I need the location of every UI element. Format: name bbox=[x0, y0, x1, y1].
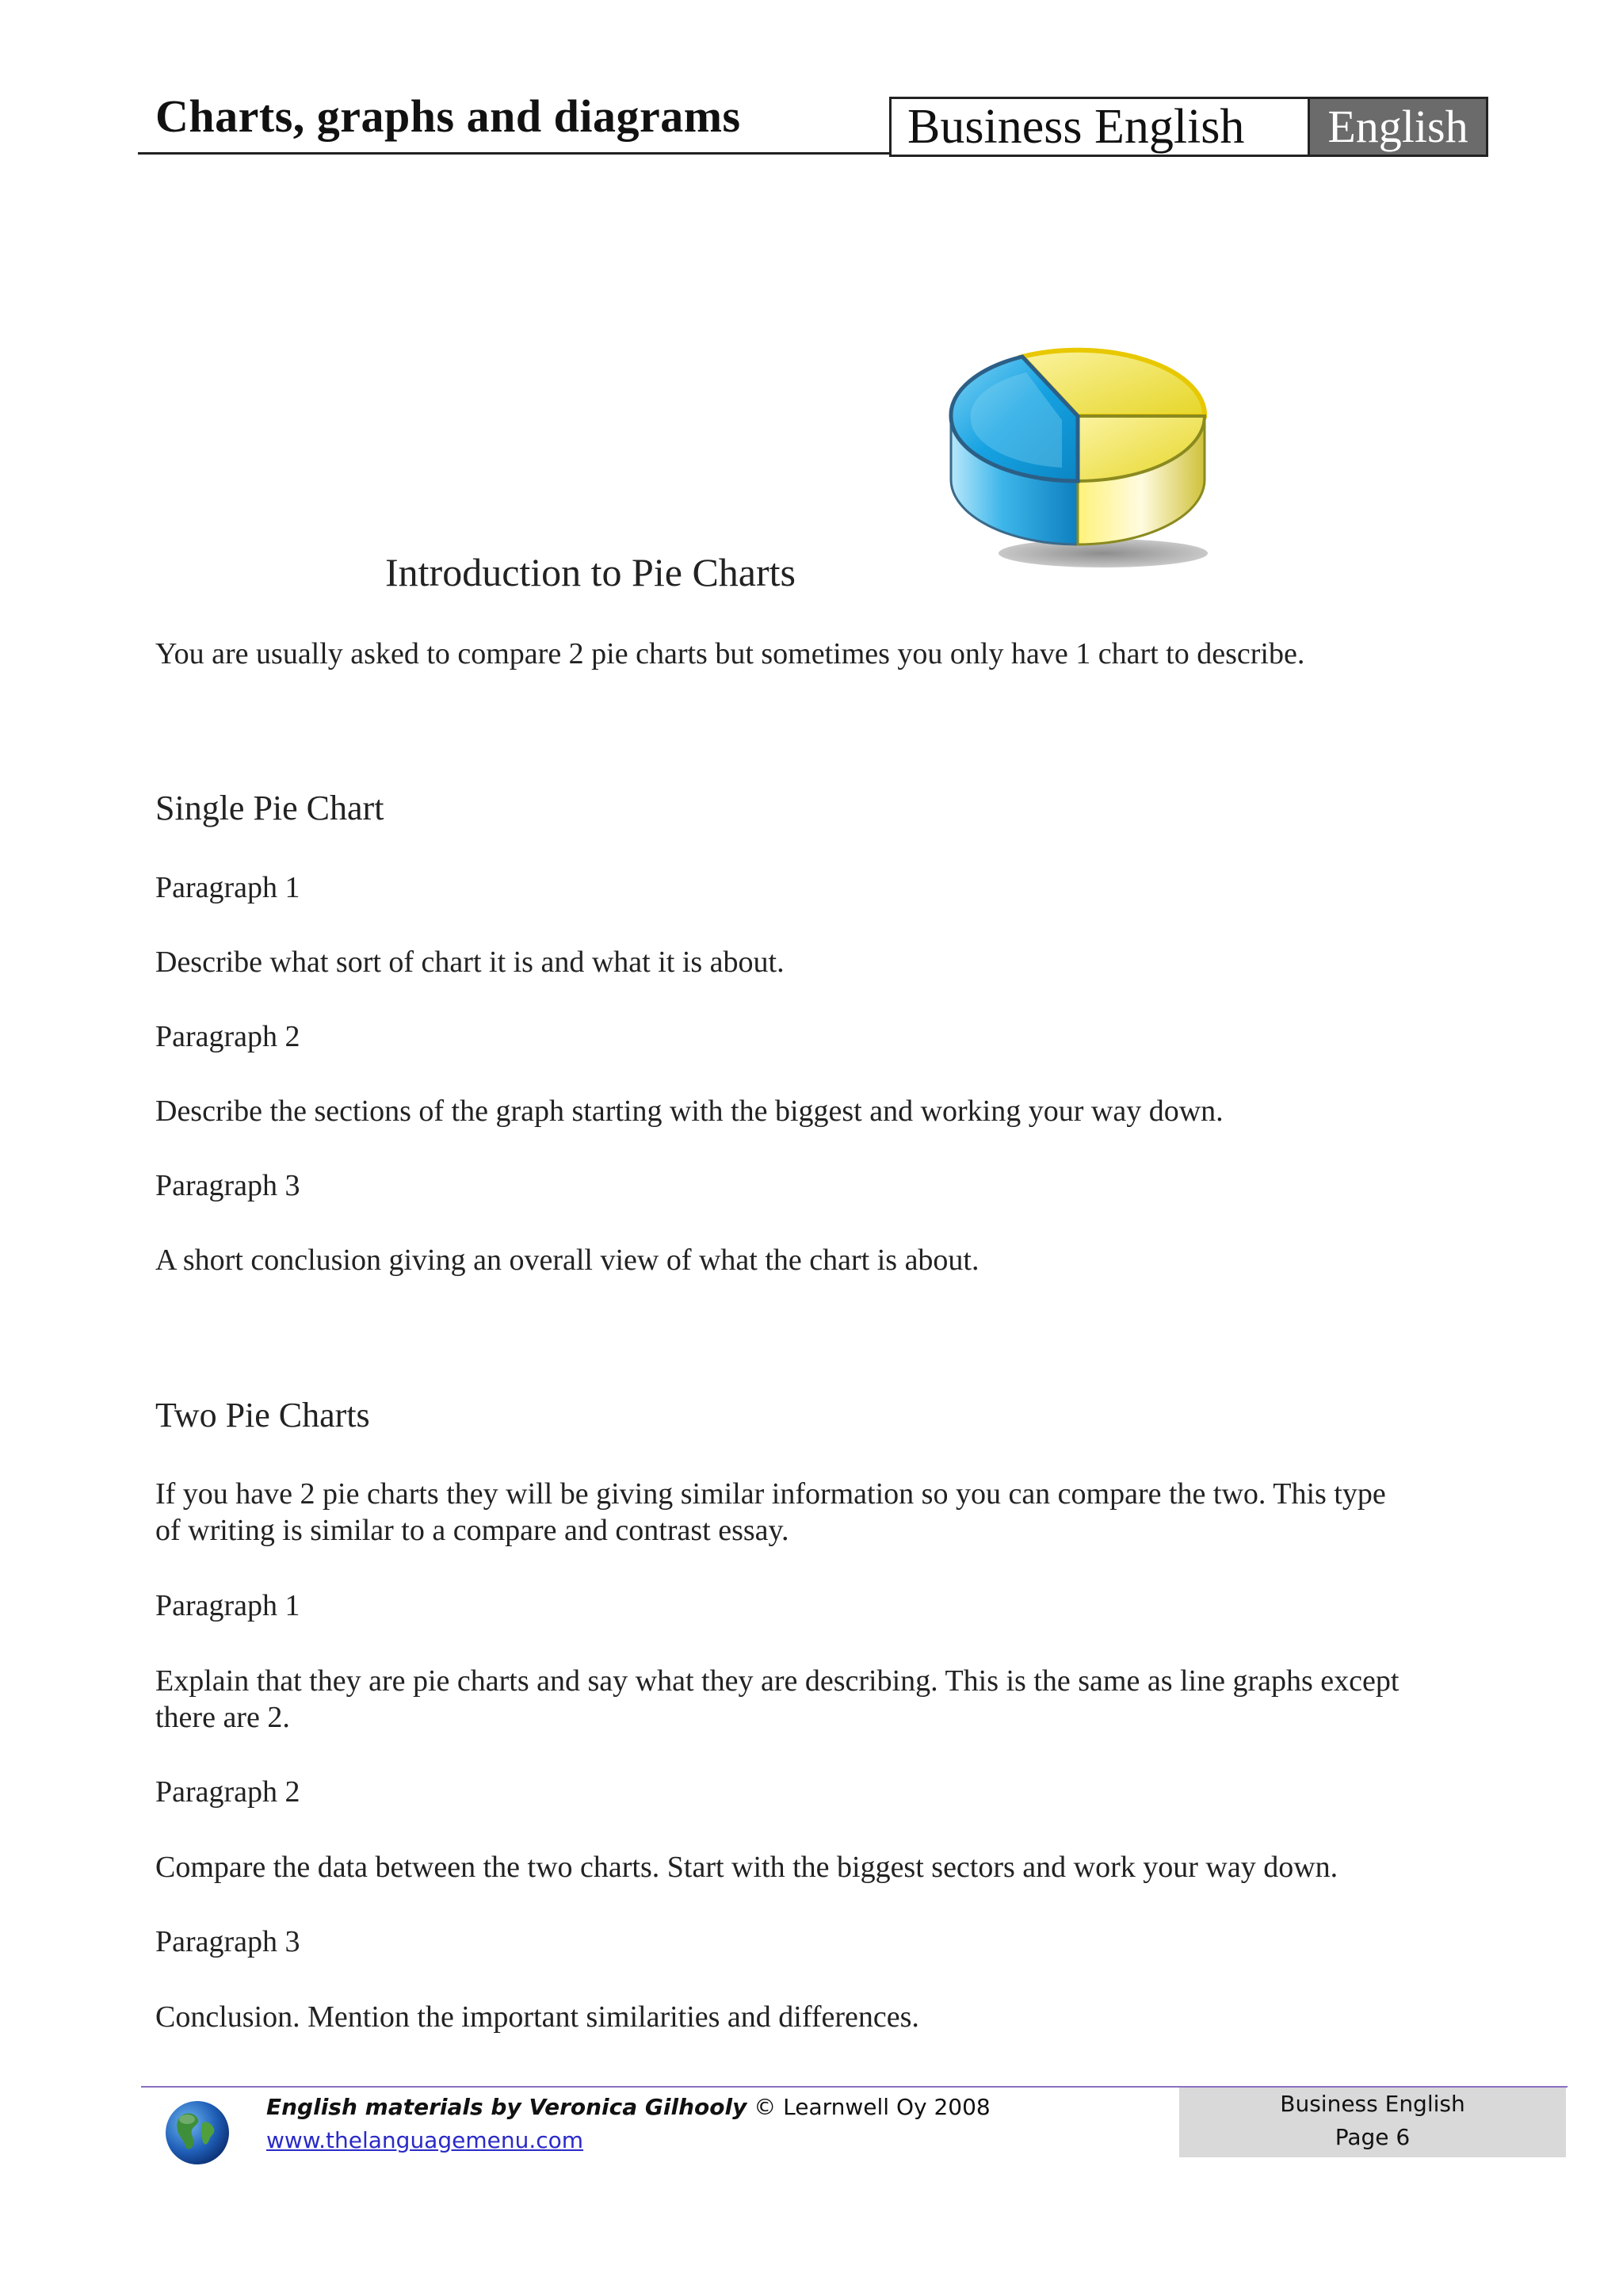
two-paragraph-1-line-1: Explain that they are pie charts and say what they are describing. This is the same as line graphs except bbox=[155, 1664, 1400, 1698]
single-paragraph-1-label: Paragraph 1 bbox=[155, 871, 300, 904]
single-paragraph-1-text: Describe what sort of chart it is and what it is about. bbox=[155, 946, 785, 979]
pie-chart-icon bbox=[935, 333, 1220, 579]
header-rule bbox=[138, 152, 889, 155]
two-paragraph-2-label: Paragraph 2 bbox=[155, 1775, 300, 1809]
footer-subject: Business English bbox=[1280, 2091, 1465, 2117]
header-language-tag: English bbox=[1308, 97, 1488, 157]
single-paragraph-3-text: A short conclusion giving an overall view of what the chart is about. bbox=[155, 1244, 980, 1277]
single-paragraph-2-text: Describe the sections of the graph starting with the biggest and working your way down. bbox=[155, 1095, 1224, 1128]
single-paragraph-2-label: Paragraph 2 bbox=[155, 1020, 300, 1053]
document-title: Charts, graphs and diagrams bbox=[155, 90, 741, 142]
footer-website-link[interactable]: www.thelanguagemenu.com bbox=[266, 2127, 584, 2153]
header-subject-box: Business English bbox=[889, 97, 1328, 157]
single-paragraph-3-label: Paragraph 3 bbox=[155, 1169, 300, 1202]
two-intro-line-1: If you have 2 pie charts they will be giving similar information so you can compare the two. This type bbox=[155, 1477, 1386, 1511]
section-title-intro: Introduction to Pie Charts bbox=[385, 550, 796, 594]
two-paragraph-2-text: Compare the data between the two charts. Start with the biggest sectors and work your way down. bbox=[155, 1851, 1338, 1884]
footer-page-number: Page 6 bbox=[1335, 2124, 1411, 2150]
footer-credit-line bbox=[266, 2091, 991, 2124]
two-intro-line-2: of writing is similar to a compare and contrast essay. bbox=[155, 1514, 789, 1547]
heading-two-pie-charts: Two Pie Charts bbox=[155, 1396, 370, 1435]
two-paragraph-3-label: Paragraph 3 bbox=[155, 1925, 300, 1958]
two-paragraph-1-label: Paragraph 1 bbox=[155, 1589, 300, 1622]
footer-copyright: © Learnwell Oy 2008 bbox=[747, 2094, 991, 2120]
two-paragraph-3-text: Conclusion. Mention the important similarities and differences. bbox=[155, 2000, 919, 2034]
intro-paragraph: You are usually asked to compare 2 pie charts but sometimes you only have 1 chart to describe. bbox=[155, 637, 1305, 670]
footer-page-box bbox=[1179, 2088, 1566, 2157]
two-paragraph-1-line-2: there are 2. bbox=[155, 1701, 290, 1734]
globe-icon bbox=[163, 2099, 231, 2167]
heading-single-pie-chart: Single Pie Chart bbox=[155, 789, 384, 827]
footer-author: English materials by Veronica Gilhooly bbox=[266, 2094, 747, 2120]
footer-credits bbox=[266, 2091, 991, 2157]
